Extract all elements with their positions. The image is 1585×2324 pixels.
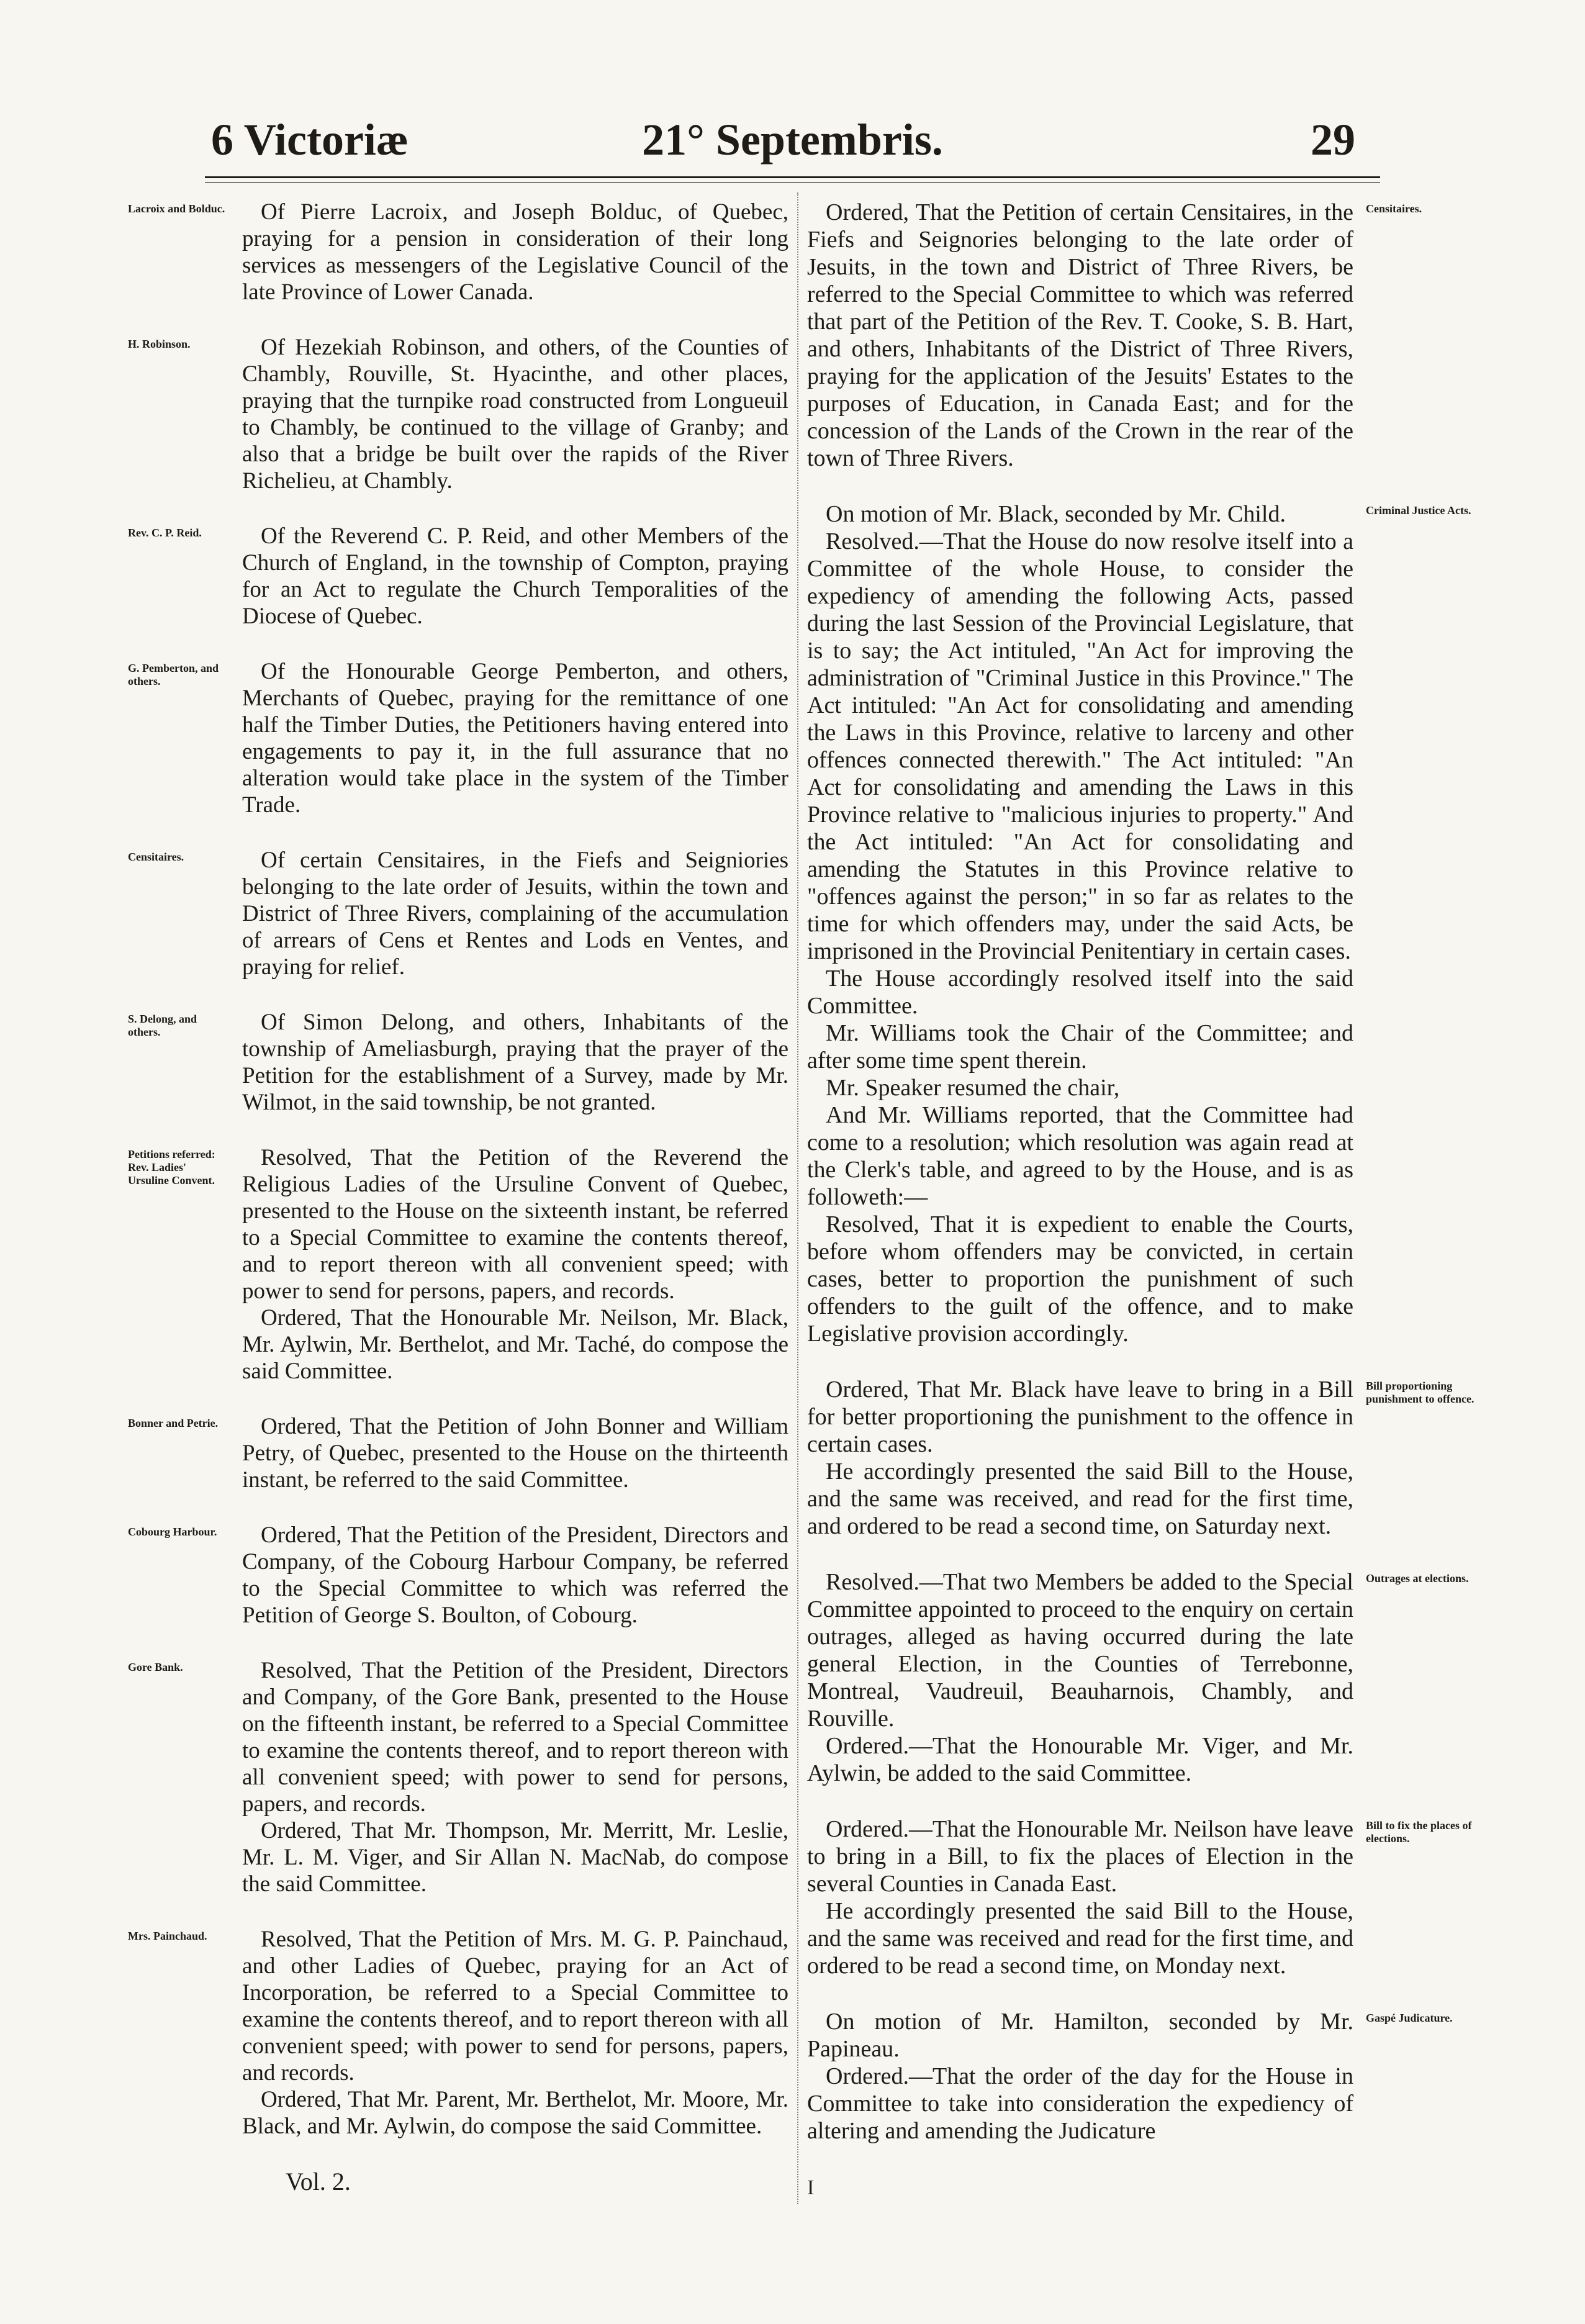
journal-entry <box>807 1815 1353 1979</box>
journal-entry <box>807 1568 1353 1787</box>
entry-paragraph: Ordered, That the Petition of John Bonner and William Petry, of Quebec, presented to the House on the thirteenth instant, be referred to the said Committee. <box>242 1414 788 1493</box>
margin-note: Bill to fix the places of elections. <box>1366 1819 1472 1845</box>
journal-entry <box>242 1926 788 2140</box>
journal-entry <box>242 847 788 980</box>
entry-paragraph: Ordered, That the Honourable Mr. Neilson, Mr. Black, Mr. Aylwin, Mr. Berthelot, and Mr. Taché, do compose the said Committee. <box>242 1305 788 1384</box>
journal-entry <box>242 1144 788 1385</box>
entry-paragraph: Of certain Censitaires, in the Fiefs and Seigniories belonging to the late order of Jesuits, within the town and District of Three Rivers, complaining of the accumulation of arrears of Cens et Rentes and Lods en Ventes, and praying for relief. <box>242 848 788 980</box>
page-number: 29 <box>1311 115 1355 165</box>
entry-paragraph: Ordered, That Mr. Thompson, Mr. Merritt, Mr. Leslie, Mr. L. M. Viger, and Sir Allan N. MacNab, do compose the said Committee. <box>242 1818 788 1897</box>
margin-note: Cobourg Harbour. <box>128 1526 217 1538</box>
entry-paragraph: On motion of Mr. Hamilton, seconded by Mr. Papineau. <box>807 2009 1353 2062</box>
margin-note: Gore Bank. <box>128 1661 183 1673</box>
entry-paragraph: Of Pierre Lacroix, and Joseph Bolduc, of Quebec, praying for a pension in consideration of their long services as messengers of the Legislative Council of the late Province of Lower Canada. <box>242 199 788 305</box>
margin-note: Rev. C. P. Reid. <box>128 527 202 539</box>
journal-entry <box>242 658 788 818</box>
column-divider <box>797 192 799 2204</box>
entry-paragraph: Resolved.—That the House do now resolve itself into a Committee of the whole House, to consider the expediency of amending the following Acts, passed during the last Session of the Provincial Legislature, that is to say; the Act intituled, "An Act for improving the administration of "Criminal Justice in this Province." The Act intituled: "An Act for consolidating and amending the Laws in this Province, relative to larceny and other offences connected therewith." The Act intituled: "An Act for consolidating and amending the Laws in this Province relative to "malicious injuries to property." And the Act intituled: "An Act for consolidating and amending the Statutes in this Province relative to "offences against the person;" in so far as relates to the time for which offenders may, under the said Acts, be imprisoned in the Provincial Penitentiary in certain cases. <box>807 528 1353 964</box>
journal-entry <box>807 500 1353 1347</box>
margin-note: Lacroix and Bolduc. <box>128 202 225 215</box>
left-column <box>242 199 788 2196</box>
journal-entry <box>242 523 788 630</box>
entry-paragraph: He accordingly presented the said Bill to the House, and the same was received, and read for the first time, and ordered to be read a second time, on Saturday next. <box>807 1458 1353 1539</box>
entry-paragraph: Resolved, That it is expedient to enable the Courts, before whom offenders may be convicted, in certain cases, better to proportion the punishment of such offenders to the guilt of the offence, and to make Legislative provision accordingly. <box>807 1211 1353 1347</box>
journal-entry <box>242 1413 788 1493</box>
journal-entry <box>242 1522 788 1629</box>
entry-paragraph: Ordered.—That the Honourable Mr. Viger, and Mr. Aylwin, be added to the said Committee. <box>807 1733 1353 1786</box>
header-rule <box>205 176 1380 178</box>
journal-entry <box>242 1009 788 1116</box>
entry-paragraph: Ordered.—That the order of the day for the House in Committee to take into consideration the expediency of altering and amending the Judicature <box>807 2063 1353 2144</box>
right-column <box>807 199 1353 2202</box>
journal-entry <box>807 199 1353 472</box>
journal-entry <box>807 2008 1353 2145</box>
entry-paragraph: Resolved, That the Petition of the President, Directors and Company, of the Gore Bank, presented to the House on the fifteenth instant, be referred to a Special Committee to examine the contents thereof, and to report thereon with all convenient speed; with power to send for persons, papers, and records. <box>242 1658 788 1817</box>
entry-paragraph: Of Simon Delong, and others, Inhabitants of the township of Ameliasburgh, praying that the prayer of the Petition for the establishment of a Survey, made by Mr. Wilmot, in the said township, be not granted. <box>242 1010 788 1115</box>
entry-paragraph: Ordered, That the Petition of certain Censitaires, in the Fiefs and Seignories belonging to the late order of Jesuits, in the town and District of Three Rivers, be referred to the Special Committee to which was referred that part of the Petition of the Rev. T. Cooke, S. B. Hart, and others, Inhabitants of the District of Three Rivers, praying for the application of the Jesuits' Estates to the purposes of Education, in Canada East; and for the concession of the Lands of the Crown in the rear of the town of Three Rivers. <box>807 199 1353 471</box>
entry-paragraph: Of the Honourable George Pemberton, and others, Merchants of Quebec, praying for the remittance of one half the Timber Duties, the Petitioners having entered into engagements to pay it, in the full assurance that no alteration would take place in the system of the Timber Trade. <box>242 659 788 818</box>
margin-note: S. Delong, and others. <box>128 1013 197 1038</box>
journal-entry <box>242 334 788 494</box>
entry-paragraph: He accordingly presented the said Bill to the House, and the same was received and read for the first time, and ordered to be read a second time, on Monday next. <box>807 1898 1353 1979</box>
entry-paragraph: The House accordingly resolved itself into the said Committee. <box>807 965 1353 1019</box>
entry-paragraph: Ordered, That Mr. Black have leave to bring in a Bill for better proportioning the punishment to the offence in certain cases. <box>807 1377 1353 1457</box>
margin-note: G. Pemberton, and others. <box>128 662 219 687</box>
margin-note: Bill proportioning punishment to offence. <box>1366 1380 1474 1405</box>
margin-note: Bonner and Petrie. <box>128 1417 219 1429</box>
entry-paragraph: Mr. Speaker resumed the chair, <box>826 1075 1120 1101</box>
margin-note: Outrages at elections. <box>1366 1572 1469 1585</box>
entry-paragraph: Of Hezekiah Robinson, and others, of the Counties of Chambly, Rouville, St. Hyacinthe, and other places, praying that the turnpike road constructed from Longueuil to Chambly, be continued to the village of Granby; and also that a bridge be built over the rapids of the River Richelieu, at Chambly. <box>242 335 788 494</box>
journal-entry <box>807 1376 1353 1540</box>
entry-paragraph: Of the Reverend C. P. Reid, and other Members of the Church of England, in the township of Compton, praying for an Act to regulate the Church Temporalities of the Diocese of Quebec. <box>242 523 788 629</box>
margin-note: Gaspé Judicature. <box>1366 2012 1453 2024</box>
entry-paragraph: On motion of Mr. Black, seconded by Mr. Child. <box>826 501 1286 527</box>
entry-paragraph: Ordered, That Mr. Parent, Mr. Berthelot, Mr. Moore, Mr. Black, and Mr. Aylwin, do compose the said Committee. <box>242 2087 788 2139</box>
signature-mark: I <box>807 2176 815 2199</box>
running-head-date: 21° Septembris. <box>642 115 943 165</box>
entry-paragraph: And Mr. Williams reported, that the Committee had come to a resolution; which resolution was again read at the Clerk's table, and agreed to by the House, and is as followeth:— <box>807 1102 1353 1210</box>
page-footer <box>242 2168 788 2196</box>
margin-note: Criminal Justice Acts. <box>1366 504 1471 517</box>
entry-paragraph: Resolved.—That two Members be added to the Special Committee appointed to proceed to the enquiry on certain outrages, alleged as having occurred during the late general Election, in the Counties of Terrebonne, Montreal, Vaudreuil, Beauharnois, Chambly, and Rouville. <box>807 1569 1353 1732</box>
margin-note: Mrs. Painchaud. <box>128 1930 207 1942</box>
margin-note: Censitaires. <box>1366 202 1422 215</box>
margin-note: H. Robinson. <box>128 338 191 350</box>
journal-entry <box>242 1657 788 1897</box>
entry-paragraph: Resolved, That the Petition of the Reverend the Religious Ladies of the Ursuline Convent of Quebec, presented to the House on the sixteenth instant, be referred to a Special Committee to examine the contents thereof, and to report thereon with all convenient speed; with power to send for persons, papers, and records. <box>242 1145 788 1304</box>
journal-entry <box>242 199 788 305</box>
entry-paragraph: Ordered, That the Petition of the President, Directors and Company, of the Cobourg Harbour Company, be referred to the Special Committee to which was referred the Petition of George S. Boulton, of Cobourg. <box>242 1522 788 1628</box>
entry-paragraph: Resolved, That the Petition of Mrs. M. G. P. Painchaud, and other Ladies of Quebec, praying for an Act of Incorporation, be referred to a Special Committee to examine the contents thereof, and to report thereon with all convenient speed; with power to send for persons, papers, and records. <box>242 1927 788 2086</box>
margin-note: Censitaires. <box>128 851 184 863</box>
running-head-left: 6 Victoriæ <box>211 115 409 165</box>
header-rule-thin <box>205 182 1380 183</box>
margin-note: Petitions referred: Rev. Ladies' Ursuline Convent. <box>128 1148 215 1187</box>
entry-paragraph: Mr. Williams took the Chair of the Committee; and after some time spent therein. <box>807 1020 1353 1074</box>
entry-paragraph: Ordered.—That the Honourable Mr. Neilson have leave to bring in a Bill, to fix the places of Election in the several Counties in Canada East. <box>807 1816 1353 1897</box>
volume-mark: Vol. 2. <box>286 2168 351 2195</box>
